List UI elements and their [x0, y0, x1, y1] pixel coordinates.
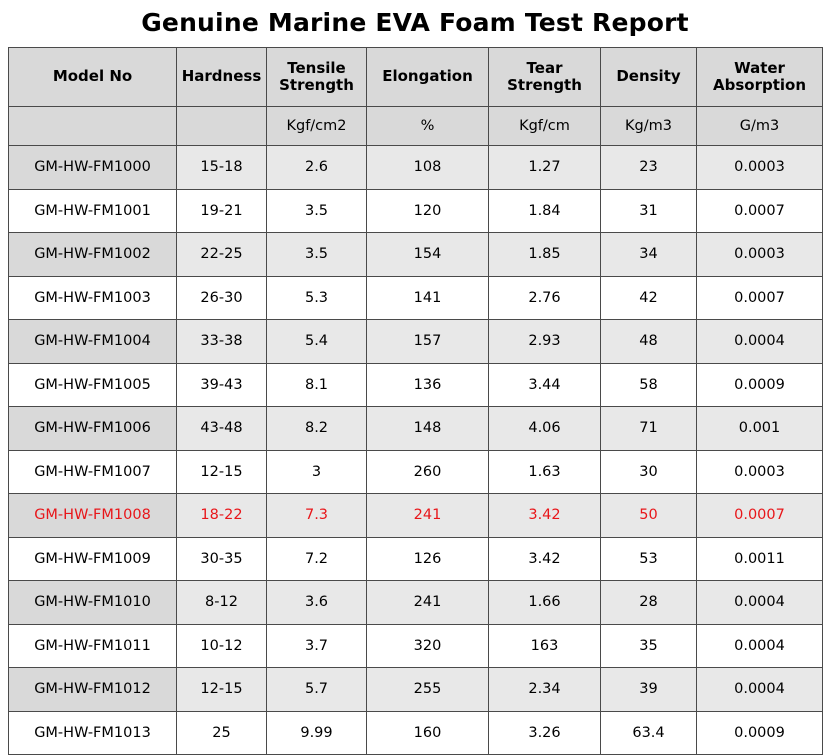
cell-value: 120: [367, 189, 489, 233]
cell-value: 23: [601, 146, 697, 190]
cell-value: 25: [177, 711, 267, 755]
cell-value: 71: [601, 407, 697, 451]
cell-value: 255: [367, 668, 489, 712]
cell-value: 108: [367, 146, 489, 190]
cell-value: 53: [601, 537, 697, 581]
cell-value: 154: [367, 233, 489, 277]
cell-value: 50: [601, 494, 697, 538]
cell-value: 1.85: [489, 233, 601, 277]
cell-value: 160: [367, 711, 489, 755]
cell-value: 0.0007: [697, 276, 823, 320]
cell-value: 260: [367, 450, 489, 494]
cell-value: 22-25: [177, 233, 267, 277]
cell-model-no: GM-HW-FM1008: [9, 494, 177, 538]
cell-value: 39-43: [177, 363, 267, 407]
test-report-table: [8, 47, 823, 755]
cell-value: 2.34: [489, 668, 601, 712]
table-row: [9, 450, 823, 494]
cell-value: 8.1: [267, 363, 367, 407]
cell-model-no: GM-HW-FM1006: [9, 407, 177, 451]
cell-value: 0.0004: [697, 624, 823, 668]
cell-value: 3.44: [489, 363, 601, 407]
cell-value: 0.0007: [697, 494, 823, 538]
cell-value: 10-12: [177, 624, 267, 668]
unit-density: Kg/m3: [601, 107, 697, 146]
cell-value: 9.99: [267, 711, 367, 755]
cell-value: 0.0004: [697, 581, 823, 625]
cell-value: 3.42: [489, 494, 601, 538]
table-container: [0, 47, 830, 755]
cell-value: 0.001: [697, 407, 823, 451]
cell-value: 7.3: [267, 494, 367, 538]
cell-model-no: GM-HW-FM1012: [9, 668, 177, 712]
cell-value: 1.63: [489, 450, 601, 494]
cell-value: 4.06: [489, 407, 601, 451]
cell-value: 1.66: [489, 581, 601, 625]
cell-value: 30: [601, 450, 697, 494]
cell-model-no: GM-HW-FM1000: [9, 146, 177, 190]
column-header-tensile-strength: Tensile Strength: [267, 48, 367, 107]
cell-value: 320: [367, 624, 489, 668]
unit-elongation: %: [367, 107, 489, 146]
cell-value: 34: [601, 233, 697, 277]
column-header-hardness: Hardness: [177, 48, 267, 107]
cell-value: 3.5: [267, 233, 367, 277]
cell-value: 241: [367, 494, 489, 538]
cell-value: 163: [489, 624, 601, 668]
cell-value: 3.5: [267, 189, 367, 233]
column-header-elongation: Elongation: [367, 48, 489, 107]
unit-tear-strength: Kgf/cm: [489, 107, 601, 146]
cell-value: 2.6: [267, 146, 367, 190]
cell-value: 26-30: [177, 276, 267, 320]
cell-model-no: GM-HW-FM1011: [9, 624, 177, 668]
cell-value: 0.0004: [697, 668, 823, 712]
cell-value: 15-18: [177, 146, 267, 190]
table-row: [9, 146, 823, 190]
cell-value: 0.0003: [697, 146, 823, 190]
cell-value: 48: [601, 320, 697, 364]
cell-model-no: GM-HW-FM1002: [9, 233, 177, 277]
unit-model-no: [9, 107, 177, 146]
table-row: [9, 189, 823, 233]
table-row: [9, 581, 823, 625]
header-row: [9, 48, 823, 107]
cell-value: 3.26: [489, 711, 601, 755]
cell-value: 0.0011: [697, 537, 823, 581]
cell-value: 8.2: [267, 407, 367, 451]
table-row: [9, 537, 823, 581]
cell-value: 8-12: [177, 581, 267, 625]
table-row: [9, 320, 823, 364]
cell-value: 3.42: [489, 537, 601, 581]
cell-model-no: GM-HW-FM1003: [9, 276, 177, 320]
column-header-model-no: Model No: [9, 48, 177, 107]
cell-value: 19-21: [177, 189, 267, 233]
cell-value: 43-48: [177, 407, 267, 451]
table-row: [9, 407, 823, 451]
table-row: [9, 624, 823, 668]
page-title: Genuine Marine EVA Foam Test Report: [141, 8, 689, 37]
unit-hardness: [177, 107, 267, 146]
table-row: [9, 494, 823, 538]
cell-value: 5.4: [267, 320, 367, 364]
cell-value: 0.0007: [697, 189, 823, 233]
cell-value: 18-22: [177, 494, 267, 538]
cell-value: 241: [367, 581, 489, 625]
cell-value: 33-38: [177, 320, 267, 364]
cell-value: 3.6: [267, 581, 367, 625]
cell-value: 141: [367, 276, 489, 320]
table-row: [9, 711, 823, 755]
unit-tensile-strength: Kgf/cm2: [267, 107, 367, 146]
cell-value: 126: [367, 537, 489, 581]
cell-model-no: GM-HW-FM1005: [9, 363, 177, 407]
cell-value: 30-35: [177, 537, 267, 581]
column-header-tear-strength: Tear Strength: [489, 48, 601, 107]
cell-value: 0.0009: [697, 363, 823, 407]
cell-model-no: GM-HW-FM1013: [9, 711, 177, 755]
cell-value: 63.4: [601, 711, 697, 755]
cell-value: 12-15: [177, 450, 267, 494]
cell-value: 5.7: [267, 668, 367, 712]
cell-value: 0.0003: [697, 450, 823, 494]
cell-value: 148: [367, 407, 489, 451]
cell-value: 35: [601, 624, 697, 668]
table-row: [9, 233, 823, 277]
cell-value: 2.76: [489, 276, 601, 320]
cell-value: 1.27: [489, 146, 601, 190]
cell-value: 39: [601, 668, 697, 712]
table-row: [9, 668, 823, 712]
units-row: [9, 107, 823, 146]
cell-model-no: GM-HW-FM1004: [9, 320, 177, 364]
cell-value: 12-15: [177, 668, 267, 712]
cell-value: 31: [601, 189, 697, 233]
cell-model-no: GM-HW-FM1001: [9, 189, 177, 233]
cell-value: 58: [601, 363, 697, 407]
cell-value: 136: [367, 363, 489, 407]
cell-value: 3: [267, 450, 367, 494]
table-row: [9, 363, 823, 407]
table-row: [9, 276, 823, 320]
cell-value: 3.7: [267, 624, 367, 668]
cell-value: 42: [601, 276, 697, 320]
cell-value: 0.0003: [697, 233, 823, 277]
cell-value: 5.3: [267, 276, 367, 320]
cell-value: 0.0004: [697, 320, 823, 364]
table-body: [9, 146, 823, 755]
cell-value: 28: [601, 581, 697, 625]
cell-value: 1.84: [489, 189, 601, 233]
cell-value: 0.0009: [697, 711, 823, 755]
cell-model-no: GM-HW-FM1009: [9, 537, 177, 581]
cell-model-no: GM-HW-FM1007: [9, 450, 177, 494]
cell-value: 7.2: [267, 537, 367, 581]
column-header-density: Density: [601, 48, 697, 107]
table-header: [9, 48, 823, 146]
cell-value: 2.93: [489, 320, 601, 364]
column-header-water-absorption: Water Absorption: [697, 48, 823, 107]
unit-water-absorption: G/m3: [697, 107, 823, 146]
cell-model-no: GM-HW-FM1010: [9, 581, 177, 625]
cell-value: 157: [367, 320, 489, 364]
